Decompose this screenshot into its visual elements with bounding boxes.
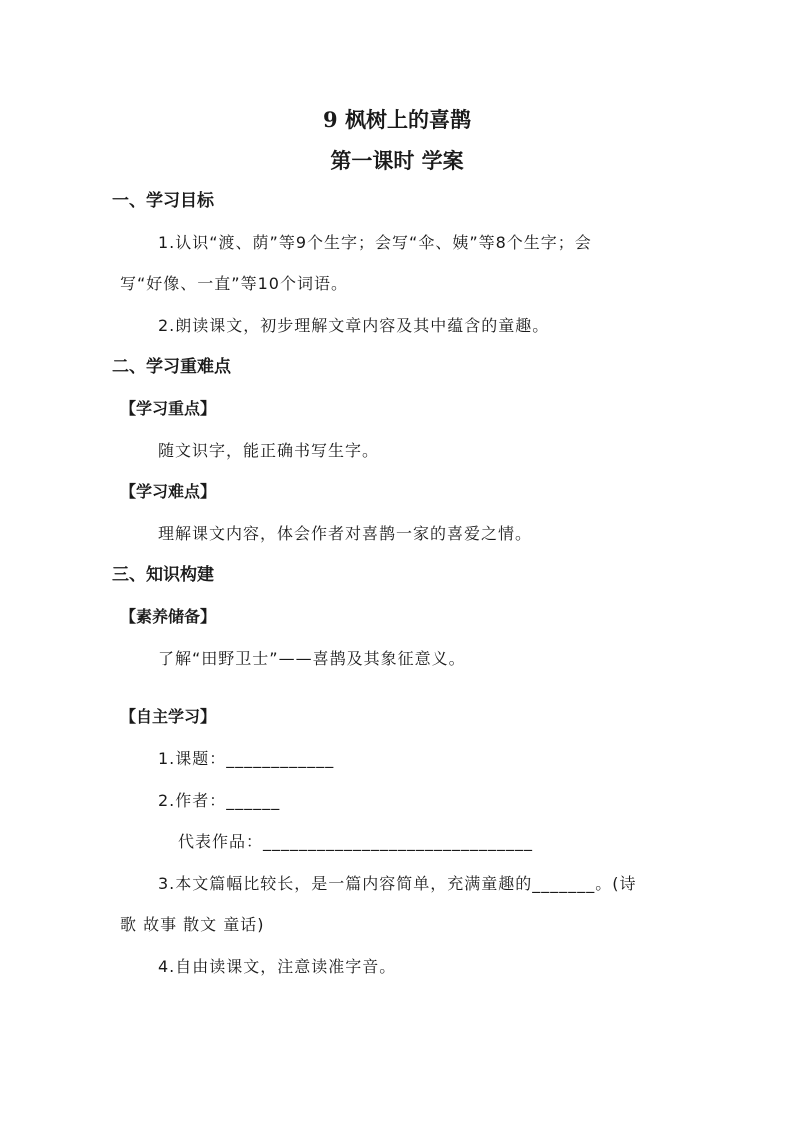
key-point-label: 【学习重点】 <box>120 399 217 418</box>
goal-1-line-1: 1.认识“渡、荫”等9个生字；会写“伞、姨”等8个生字；会 <box>158 233 592 252</box>
literacy-text: 了解“田野卫士”——喜鹊及其象征意义。 <box>158 649 466 668</box>
goal-1-line-2: 写“好像、一直”等10个词语。 <box>120 274 348 293</box>
difficulty-label: 【学习难点】 <box>120 482 217 501</box>
goal-2: 2.朗读课文，初步理解文章内容及其中蕴含的童趣。 <box>158 316 550 335</box>
question-2-works: 代表作品：______________________________ <box>178 832 534 851</box>
question-1: 1.课题：____________ <box>158 749 335 768</box>
literacy-label: 【素养储备】 <box>120 607 217 626</box>
self-study-label: 【自主学习】 <box>120 707 217 726</box>
key-point-text: 随文识字，能正确书写生字。 <box>158 441 380 460</box>
question-4: 4.自由读课文，注意读准字音。 <box>158 957 397 976</box>
difficulty-text: 理解课文内容，体会作者对喜鹊一家的喜爱之情。 <box>158 524 533 543</box>
question-3-line-1: 3.本文篇幅比较长，是一篇内容简单，充满童趣的_______。(诗 <box>158 874 637 893</box>
lesson-title: 9 枫树上的喜鹊 <box>323 107 471 132</box>
section-heading-goals: 一、学习目标 <box>112 191 214 211</box>
section-heading-keypoints: 二、学习重难点 <box>112 357 231 377</box>
lesson-subtitle: 第一课时 学案 <box>330 148 464 173</box>
question-3-line-2: 歌 故事 散文 童话) <box>120 915 265 934</box>
question-2: 2.作者：______ <box>158 791 281 810</box>
section-heading-knowledge: 三、知识构建 <box>112 565 214 585</box>
